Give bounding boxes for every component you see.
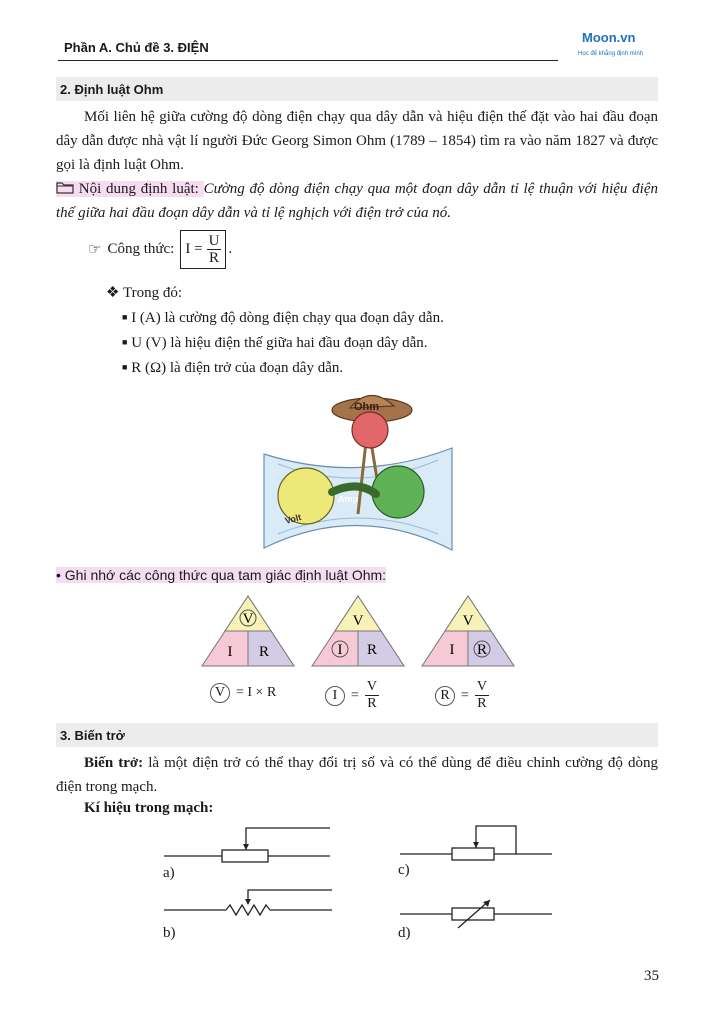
triangle-i <box>312 596 404 666</box>
section-3-bar <box>56 723 658 747</box>
svg-text:R: R <box>258 644 270 660</box>
svg-text:I: I <box>337 642 343 658</box>
triangle-note <box>56 567 386 583</box>
formula-fraction <box>207 233 222 266</box>
list-item: ■ I (A) là cường độ dòng điện chạy qua đoạn dây dẫn. <box>122 310 444 326</box>
circled-i: I <box>325 686 345 706</box>
label-b: b) <box>163 925 176 941</box>
section-2-bar <box>56 77 658 101</box>
moon-logo: Moon.vn <box>582 30 636 45</box>
equation-i-fraction: $\frac{V}{R}$ <box>366 679 378 711</box>
rheostat-definition <box>56 751 658 799</box>
section-3-title: 3. Biến trở <box>60 728 125 743</box>
law-label: Nội dung định luật: <box>78 181 199 197</box>
circled-r: R <box>435 686 455 706</box>
svg-text:V: V <box>462 613 474 629</box>
svg-text:V: V <box>242 611 254 627</box>
svg-text:V: V <box>352 613 364 629</box>
equation-i: I = $\frac{V}{R}$ <box>325 679 379 712</box>
circled-v: V <box>210 683 230 703</box>
ohm-triangles <box>200 594 520 670</box>
label-d: d) <box>398 925 411 941</box>
list-item: ■ U (V) là hiệu điện thế giữa hai đầu đoạn dây dẫn. <box>122 335 428 351</box>
symbol-d <box>400 900 552 928</box>
symbols-label: Kí hiệu trong mạch: <box>84 800 214 816</box>
list-item: ■ R (Ω) là điện trở của đoạn dây dẫn. <box>122 360 344 376</box>
pointing-hand-icon: ☞ <box>88 242 102 258</box>
rheostat-symbols <box>160 822 560 952</box>
page-number: 35 <box>644 968 659 984</box>
label-a: a) <box>163 865 175 881</box>
formula-lhs: I = <box>185 241 203 257</box>
symbol-a <box>164 828 330 862</box>
section-2-title: 2. Định luật Ohm <box>60 82 164 97</box>
svg-text:I: I <box>227 644 233 660</box>
law-label-highlight <box>56 181 204 197</box>
formula-denominator: R <box>208 250 219 266</box>
triangle-v <box>202 596 294 666</box>
definition-list <box>122 305 444 380</box>
where-label: Trong đó: <box>122 285 182 301</box>
symbol-b <box>164 890 332 915</box>
law-content <box>56 177 658 225</box>
formula-label: Công thức: <box>107 241 175 257</box>
folder-icon <box>56 181 74 194</box>
ohm-formula-box <box>180 230 226 269</box>
cartoon-volt-label: Volt <box>283 512 303 526</box>
ohm-intro-paragraph: Mối liên hệ giữa cường độ dòng điện chạy qua dây dẫn và hiệu điện thế đặt vào hai đầu đoạn dây dẫn được nhà vật lí người Đức Georg Simon Ohm (1789 – 1854) tìm ra vào năm 1827 và được gọi là định luật Ohm. <box>56 109 658 173</box>
equation-v-rhs: = I × R <box>236 685 277 700</box>
rheostat-term: Biến trở: <box>84 755 144 771</box>
label-c: c) <box>398 862 410 878</box>
logo-tagline: Học để khẳng định mình <box>578 51 644 57</box>
rheostat-def-text: là một điện trở có thể thay đổi trị số và có thể dùng để điều chỉnh cường độ dòng điện trong mạch. <box>56 755 658 795</box>
cartoon-ohm-label: Ohm <box>354 401 380 413</box>
triangle-note-text: • Ghi nhớ các công thức qua tam giác định luật Ohm: <box>56 567 387 583</box>
formula-row: ☞ Công thức: I = $\frac{U}{R}$ . <box>88 230 232 269</box>
square-bullet-icon: ■ <box>122 337 128 347</box>
svg-text:R: R <box>366 642 378 658</box>
equation-v <box>210 683 276 703</box>
formula-numerator: U <box>208 233 220 249</box>
law-text: Cường độ dòng điện chạy qua một đoạn dây dẫn tỉ lệ thuận với hiệu điện thế giữa hai đầu đoạn dây dẫn và tỉ lệ nghịch với điện trở của nó. <box>56 181 659 221</box>
square-bullet-icon: ■ <box>122 362 128 372</box>
svg-text:I: I <box>449 642 455 658</box>
equation-r-fraction: $\frac{V}{R}$ <box>476 679 488 711</box>
svg-text:R: R <box>476 642 488 658</box>
diamond-bullet-icon: ❖ <box>106 285 120 301</box>
symbol-c <box>400 826 552 860</box>
cartoon-amp-label: Amp <box>338 494 358 504</box>
triangle-r <box>422 596 514 666</box>
where-label-row <box>106 281 182 305</box>
square-bullet-icon: ■ <box>122 312 128 322</box>
equation-r: R = $\frac{V}{R}$ <box>435 679 489 712</box>
chapter-header: Phần A. Chủ đề 3. ĐIỆN <box>64 40 209 55</box>
ohm-law-cartoon <box>258 384 458 554</box>
header-rule <box>58 60 558 61</box>
